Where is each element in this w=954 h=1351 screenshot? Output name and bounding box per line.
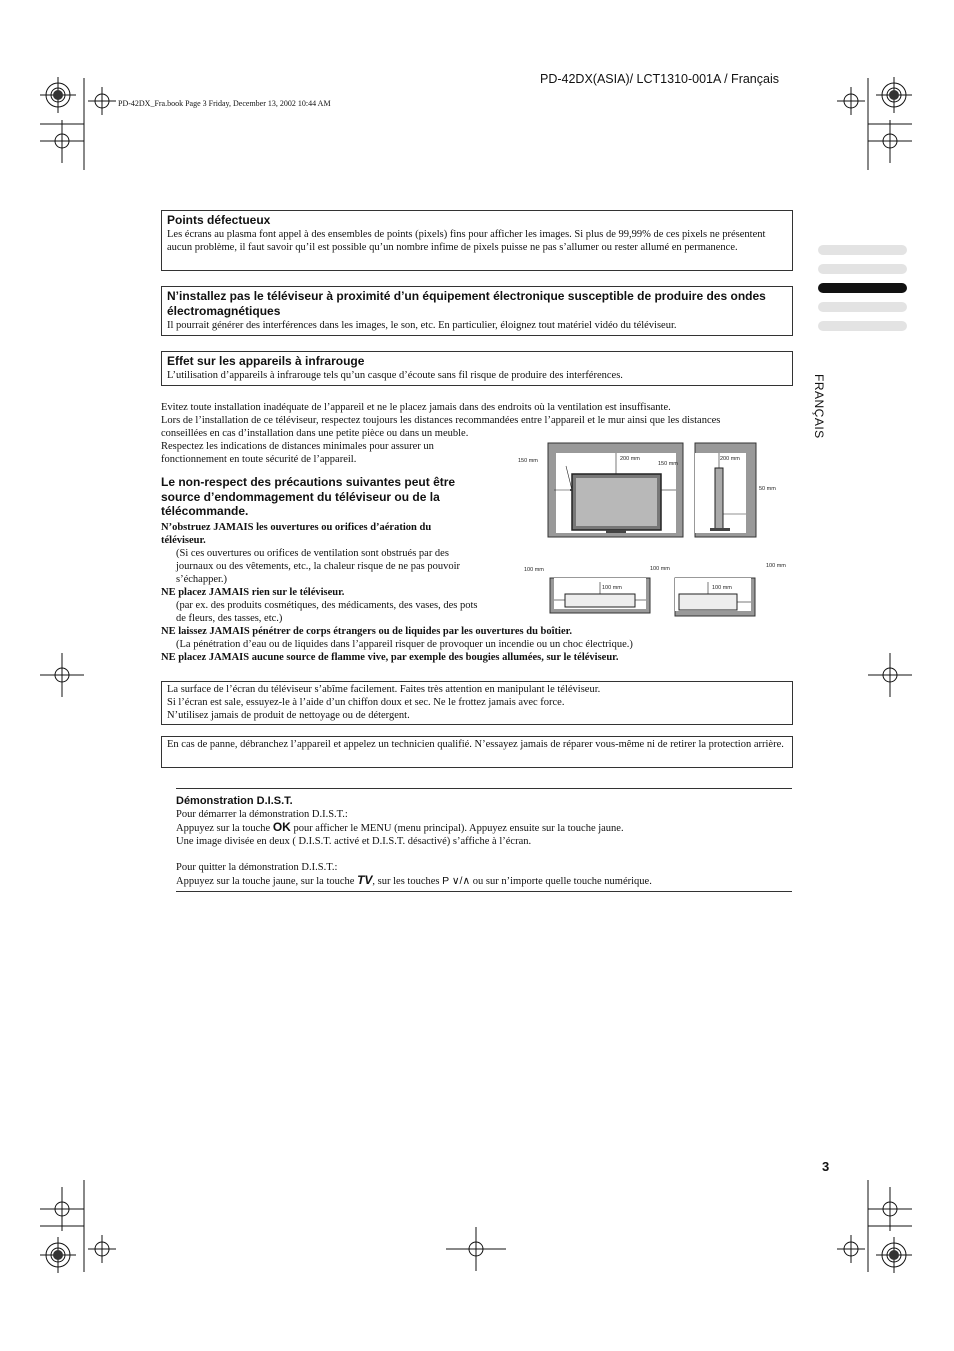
installation-line-5: fonctionnement en toute sécurité de l’appareil. [161,454,357,465]
dist-title: Démonstration D.I.S.T. [176,795,293,807]
top-view-diagram-1 [524,566,670,613]
page-number: 3 [822,1159,830,1174]
dist-start-text-a: Appuyez sur la touche [176,823,273,834]
dist-start-line-1: Pour démarrer la démonstration D.I.S.T.: [176,809,348,820]
dist-start-text-b: pour afficher le MENU (menu principal). Appuyez ensuite sur la touche jaune. [290,823,624,834]
dist-start-line-2 [176,821,792,835]
dist-spacer [176,848,792,861]
warning-ventilation-note-l3: s’échapper.) [176,574,228,585]
dead-pixels-box [161,210,793,271]
top-view-diagram-2 [675,563,786,616]
dist-stop-text-c: ou sur n’importe quelle touche numérique. [470,876,652,887]
warning-ventilation-l1: N’obstruez JAMAIS les ouvertures ou orifices d’aération du [161,522,432,533]
warning-nothing-on-top-note-l2: de fleurs, des tasses, etc.) [176,613,283,624]
screen-care-line-3: N’utilisez jamais de produit de nettoyage ou de détergent. [167,710,410,721]
warning-open-flame: NE placez JAMAIS aucune source de flamme vive, par exemple des bougies allumées, sur le téléviseur. [161,652,619,663]
warning-foreign-objects-note: (La pénétration d’eau ou de liquides dans l’appareil risquer de provoquer un incendie ou un choc électrique.) [176,639,633,650]
warning-foreign-objects: NE laissez JAMAIS pénétrer de corps étrangers ou de liquides par les ouvertures du boîtier. [161,626,572,637]
language-tab-2 [818,264,907,274]
infrared-text: L’utilisation d’appareils à infrarouge tels qu’un casque d’écoute sans fil risque de produire des interférences. [167,370,623,381]
warning-heading-line-2: source d’endommagement du téléviseur ou de la [161,489,440,504]
dist-stop-line-2 [176,874,792,888]
dist-bottom-rule [176,891,792,892]
repair-box [161,736,793,768]
side-language-label: FRANÇAIS [812,374,826,439]
infrared-title: Effet sur les appareils à infrarouge [167,354,365,368]
clearance-diagrams [516,440,796,620]
top2-center-clearance: 100 mm [712,585,732,591]
language-tab-1 [818,245,907,255]
electromagnetic-box [161,286,793,336]
side-view-diagram [695,443,776,537]
warning-nothing-on-top-note-l1: (par ex. des produits cosmétiques, des médicaments, des vases, des pots [176,600,478,611]
dist-stop-line-1: Pour quitter la démonstration D.I.S.T.: [176,862,338,873]
warning-ventilation-note-l1: (Si ces ouvertures ou orifices de ventilation sont obstrués par des [176,548,449,559]
repair-text: En cas de panne, débranchez l’appareil et appelez un technicien qualifié. N’essayez jamais de réparer vous-même ni de retirer la protection arrière. [167,739,784,750]
top-right-clearance: 100 mm [650,566,670,572]
electromagnetic-title: N’installez pas le téléviseur à proximité d’un équipement électronique susceptible de produire des ondes électromagnétiques [167,289,766,318]
dist-stop-text-b: , sur les touches [372,876,443,887]
electromagnetic-text: Il pourrait générer des interférences dans les images, le son, etc. En particulier, éloignez tout matériel vidéo du téléviseur. [167,320,677,331]
dist-top-rule [176,788,792,789]
front-left-clearance: 150 mm [518,458,538,464]
document-header-title: PD-42DX(ASIA)/ LCT1310-001A / Français [540,72,779,86]
installation-line-4: Respectez les indications de distances minimales pour assurer un [161,441,434,452]
ok-key-label: OK [272,820,291,834]
top-center-clearance: 100 mm [602,585,622,591]
side-top-clearance: 200 mm [720,456,740,462]
installation-line-3: conseillées en cas d’installation dans une petite pièce ou dans un meuble. [161,428,469,439]
language-tab-5 [818,321,907,331]
side-back-clearance: 50 mm [759,486,776,492]
dist-start-line-3: Une image divisée en deux ( D.I.S.T. activé et D.I.S.T. désactivé) s’affiche à l’écran. [176,836,532,847]
installation-line-1: Evitez toute installation inadéquate de l’appareil et ne le placez jamais dans des endroits où la ventilation est insuffisante. [161,402,671,413]
warning-heading-line-3: télécommande. [161,504,249,518]
tv-key-label: TV [357,873,373,887]
front-view-diagram [518,443,683,537]
front-top-clearance: 200 mm [620,456,640,462]
screen-care-line-1: La surface de l’écran du téléviseur s’abîme facilement. Faites très attention en manipulant le téléviseur. [167,684,601,695]
warning-heading-line-1: Le non-respect des précautions suivantes peut être [161,475,456,489]
dead-pixels-text: Les écrans au plasma font appel à des ensembles de points (pixels) fins pour afficher les images. Si plus de 99,99% de ces pixels ne présentent aucun problème, il faut savoir qu’il est possible qu’un nombre infime de pixels puisse ne pas s’allumer ou rester allumé en permanence. [167,229,766,253]
warning-nothing-on-top: NE placez JAMAIS rien sur le téléviseur. [161,587,345,598]
dead-pixels-title: Points défectueux [167,213,271,227]
warning-ventilation-l2: téléviseur. [161,535,206,546]
p-keys-label: P ∨/∧ [442,875,471,887]
dist-stop-text-a: Appuyez sur la touche jaune, sur la touche [176,876,358,887]
screen-care-box [161,681,793,725]
warning-ventilation-note-l2: journaux ou des vêtements, etc., la chaleur risque de ne pas pouvoir [176,561,460,572]
top2-right-clearance: 100 mm [766,563,786,569]
top-left-clearance: 100 mm [524,567,544,573]
infrared-box [161,351,793,386]
language-tab-francais-active [818,283,907,293]
installation-line-2: Lors de l’installation de ce téléviseur, respectez toujours les distances recommandées entre l’appareil et le mur ainsi que les distances [161,415,721,426]
screen-care-line-2: Si l’écran est sale, essuyez-le à l’aide d’un chiffon doux et sec. Ne le frottez jamais avec force. [167,697,565,708]
language-tab-4 [818,302,907,312]
warning-heading [161,475,511,519]
dist-section [176,794,792,888]
book-file-line: PD-42DX_Fra.book Page 3 Friday, December 13, 2002 10:44 AM [118,99,331,108]
front-right-clearance: 150 mm [658,461,678,467]
